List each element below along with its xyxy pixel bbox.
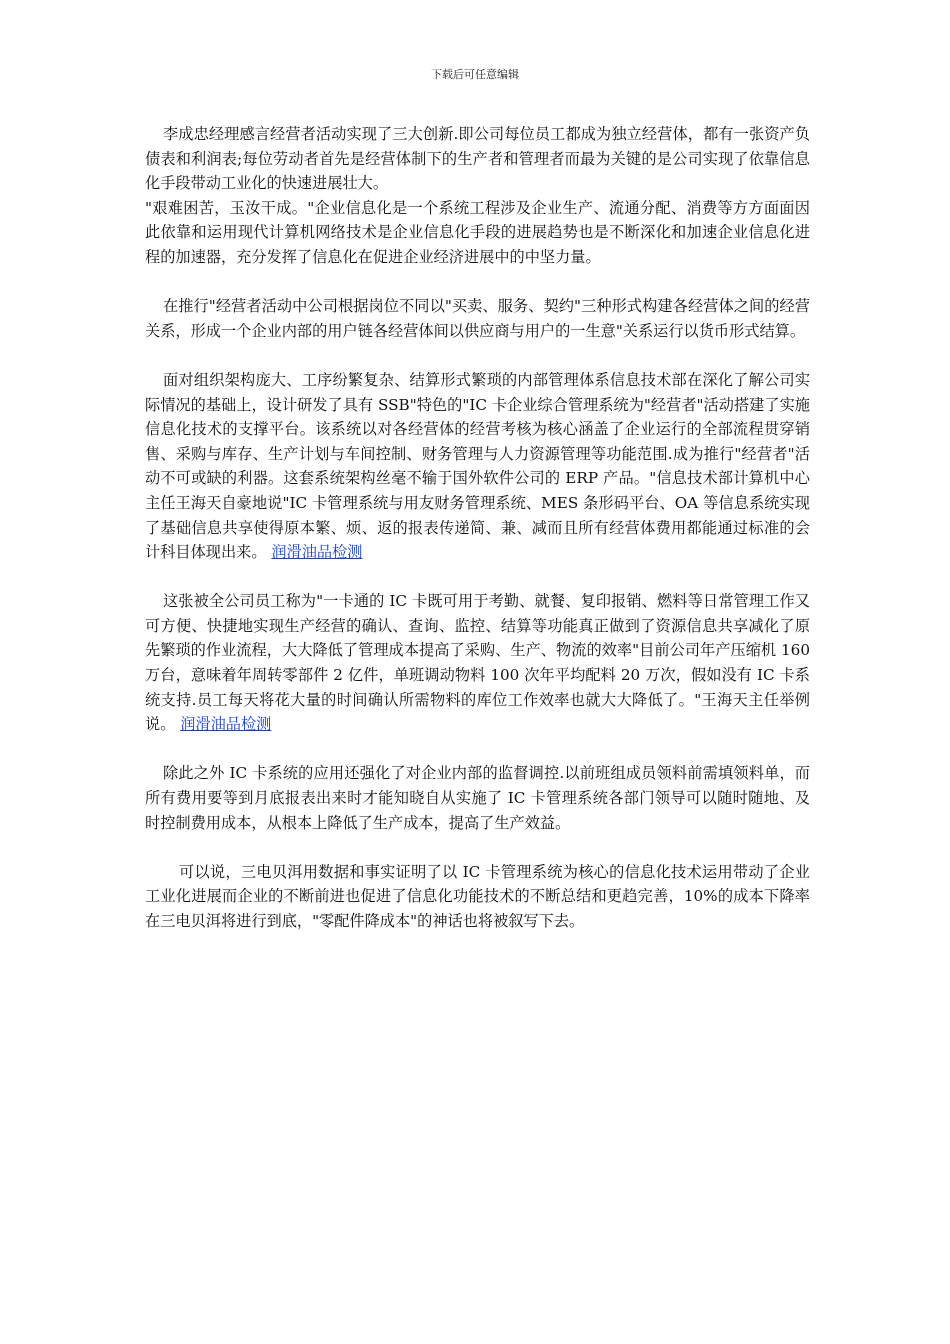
paragraph-5-link[interactable]: 润滑油品检测	[180, 715, 272, 734]
document-body	[145, 122, 810, 934]
paragraph-4-link[interactable]: 润滑油品检测	[271, 543, 363, 562]
paragraph-2: "艰难困苦，玉汝干成。"企业信息化是一个系统工程涉及企业生产、流通分配、消费等方方面面因此依靠和运用现代计算机网络技术是企业信息化手段的进展趋势也是不断深化和加速企业信息化进程的加速器，充分发挥了信息化在促进企业经济进展中的中坚力量。	[145, 198, 810, 266]
paragraph-gap	[145, 343, 810, 368]
paragraph-4	[145, 368, 810, 565]
paragraph-5-text: 这张被全公司员工称为"一卡通的 IC 卡既可用于考勤、就餐、复印报销、燃料等日常管理工作又可方便、快捷地实现生产经营的确认、查询、监控、结算等功能真正做到了资源信息共享减化了原先繁琐的作业流程，大大降低了管理成本提高了采购、生产、物流的效率"目前公司年产压缩机 160 万台，意味着年周转零部件 2 亿件，单班调动物料 100 次年平均配料 20 万次，假如没有 IC 卡系统支持.员工每天将花大量的时间确认所需物料的库位工作效率也就大大降低了。"王海天主任举例说。	[145, 592, 810, 734]
paragraph-gap	[145, 737, 810, 762]
page-header: 下载后可任意编辑	[431, 68, 519, 81]
paragraph-5	[145, 589, 810, 737]
paragraph-gap	[145, 270, 810, 295]
paragraph-3: 在推行"经营者活动中公司根据岗位不同以"买卖、服务、契约"三种形式构建各经营体之间的经营关系，形成一个企业内部的用户链各经营体间以供应商与用户的一生意"关系运行以货币形式结算。	[145, 297, 810, 340]
paragraph-6: 除此之外 IC 卡系统的应用还强化了对企业内部的监督调控.以前班组成员领料前需填领料单，而所有费用要等到月底报表出来时才能知晓自从实施了 IC 卡管理系统各部门领导可以随时随地、及时控制费用成本，从根本上降低了生产成本，提高了生产效益。	[145, 764, 810, 832]
paragraph-7: 可以说，三电贝洱用数据和事实证明了以 IC 卡管理系统为核心的信息化技术运用带动了企业工业化进展而企业的不断前进也促进了信息化功能技术的不断总结和更趋完善，10%的成本下降率在三电贝洱将进行到底，"零配件降成本"的神话也将被叙写下去。	[145, 862, 810, 930]
paragraph-4-text: 面对组织架构庞大、工序纷繁复杂、结算形式繁琐的内部管理体系信息技术部在深化了解公司实际情况的基础上，设计研发了具有 SSB"特色的"IC 卡企业综合管理系统为"经营者"活动搭建了实施信息化技术的支撑平台。该系统以对各经营体的经营考核为核心涵盖了企业运行的全部流程贯穿销售、采购与库存、生产计划与车间控制、财务管理与人力资源管理等功能范围.成为推行"经营者"活动不可或缺的利器。这套系统架构丝毫不输于国外软件公司的 ERP 产品。"信息技术部计算机中心主任王海天自豪地说"IC 卡管理系统与用友财务管理系统、MES 条形码平台、OA 等信息系统实现了基础信息共享使得原本繁、烦、返的报表传递简、兼、减而且所有经营体费用都能通过标准的会计科目体现出来。	[145, 370, 810, 562]
paragraph-gap	[145, 835, 810, 860]
paragraph-gap	[145, 565, 810, 590]
paragraph-1: 李成忠经理感言经营者活动实现了三大创新.即公司每位员工都成为独立经营体，都有一张资产负债表和利润表;每位劳动者首先是经营体制下的生产者和管理者而最为关键的是公司实现了依靠信息化手段带动工业化的快速进展壮大。	[145, 125, 810, 193]
